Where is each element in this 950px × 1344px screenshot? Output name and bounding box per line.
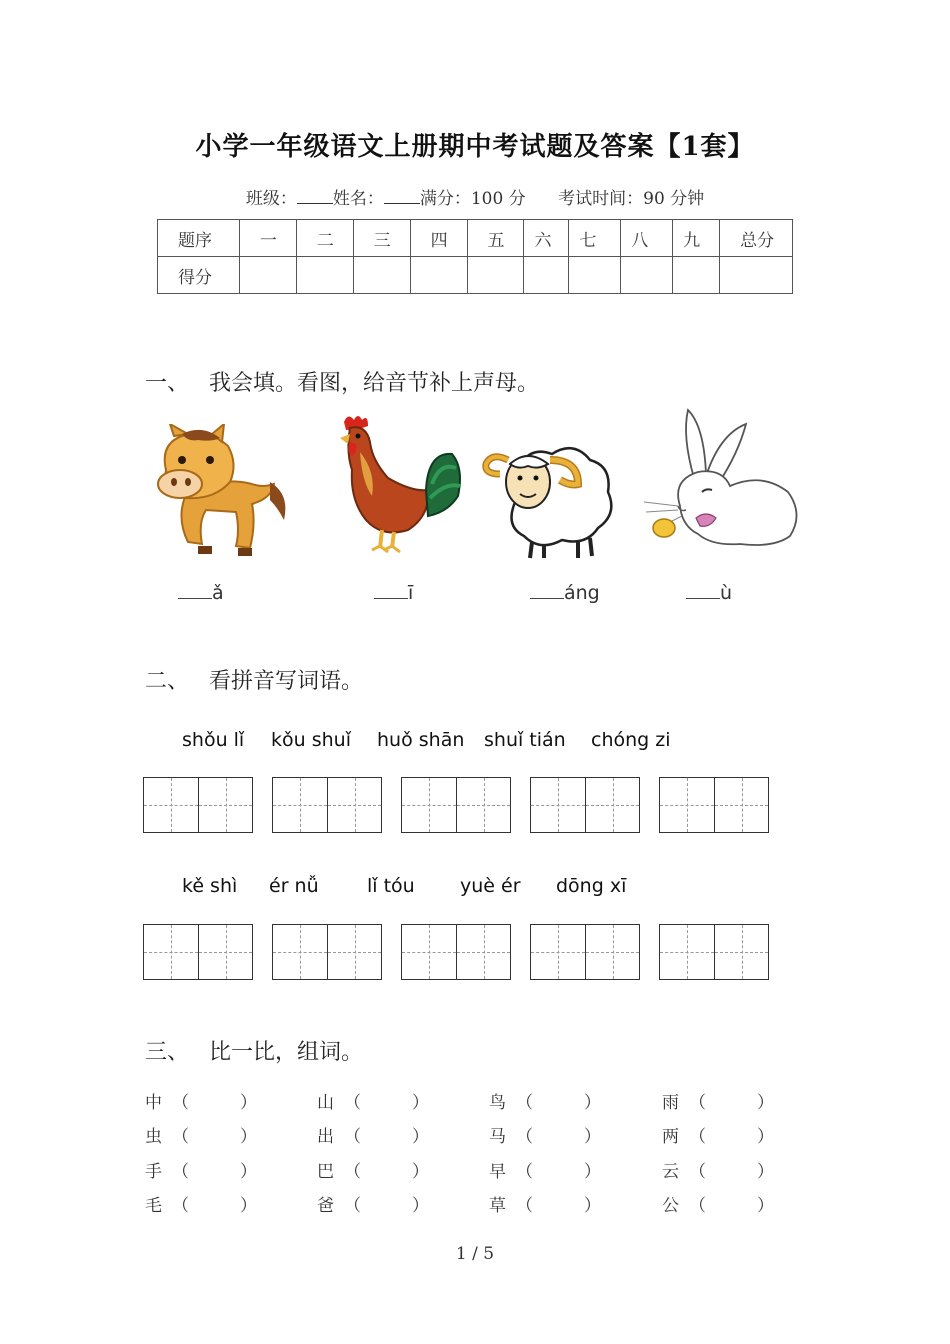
score-table-row xyxy=(158,257,793,294)
class-blank[interactable] xyxy=(297,189,333,204)
grid-cell[interactable] xyxy=(144,925,198,979)
header-cell: 九 xyxy=(673,220,720,257)
final-text: ī xyxy=(408,582,414,604)
word-item xyxy=(489,1157,601,1182)
word-item xyxy=(145,1122,257,1147)
answer-paren[interactable]: （ ） xyxy=(172,1196,257,1216)
section-number: 一、 xyxy=(145,371,190,396)
grid-cell[interactable] xyxy=(327,778,381,832)
word-item xyxy=(489,1122,601,1147)
blank-item-4 xyxy=(686,582,732,604)
section-title: 看拼音写词语。 xyxy=(209,669,364,694)
header-cell: 三 xyxy=(353,220,410,257)
header-cell: 题序 xyxy=(158,220,240,257)
grid-cell[interactable] xyxy=(660,778,714,832)
answer-paren[interactable]: （ ） xyxy=(516,1093,601,1113)
character: 出 xyxy=(317,1127,334,1147)
final-text: ù xyxy=(720,582,733,604)
answer-paren[interactable]: （ ） xyxy=(344,1127,429,1147)
answer-paren[interactable]: （ ） xyxy=(689,1093,774,1113)
initial-blank[interactable] xyxy=(374,584,408,599)
grid-cell[interactable] xyxy=(531,925,585,979)
character: 马 xyxy=(489,1127,506,1147)
word-item xyxy=(317,1157,429,1182)
header-cell: 二 xyxy=(296,220,353,257)
pinyin-label: ér nǚ xyxy=(269,875,319,897)
score-cell[interactable] xyxy=(353,257,410,294)
character: 云 xyxy=(662,1162,679,1182)
blank-item-2 xyxy=(374,582,413,604)
character: 草 xyxy=(489,1196,506,1216)
section-title: 我会填。看图，给音节补上声母。 xyxy=(209,371,540,396)
section-number: 二、 xyxy=(145,669,190,694)
word-item xyxy=(317,1088,429,1113)
word-item xyxy=(317,1191,429,1216)
grid-cell[interactable] xyxy=(402,778,456,832)
score-cell[interactable] xyxy=(524,257,569,294)
writing-grid[interactable] xyxy=(659,924,769,980)
pinyin-label: lǐ tóu xyxy=(367,875,415,897)
character: 爸 xyxy=(317,1196,334,1216)
grid-cell[interactable] xyxy=(402,925,456,979)
score-cell[interactable] xyxy=(569,257,621,294)
word-item xyxy=(145,1088,257,1113)
writing-grid[interactable] xyxy=(143,777,253,833)
grid-cell[interactable] xyxy=(273,778,327,832)
exam-info xyxy=(0,184,950,209)
horse-illustration xyxy=(152,424,292,559)
word-item xyxy=(145,1191,257,1216)
grid-cell[interactable] xyxy=(660,925,714,979)
page-number: 1 / 5 xyxy=(455,1244,495,1264)
score-table xyxy=(157,219,793,294)
answer-paren[interactable]: （ ） xyxy=(516,1162,601,1182)
score-cell[interactable] xyxy=(296,257,353,294)
section-2-heading xyxy=(145,664,363,695)
answer-paren[interactable]: （ ） xyxy=(516,1196,601,1216)
word-item xyxy=(489,1088,601,1113)
blank-item-1 xyxy=(178,582,224,604)
pinyin-label: kě shì xyxy=(182,875,238,897)
answer-paren[interactable]: （ ） xyxy=(344,1162,429,1182)
grid-cell[interactable] xyxy=(714,778,768,832)
character: 两 xyxy=(662,1127,679,1147)
answer-paren[interactable]: （ ） xyxy=(172,1127,257,1147)
answer-paren[interactable]: （ ） xyxy=(172,1162,257,1182)
answer-paren[interactable]: （ ） xyxy=(516,1127,601,1147)
grid-cell[interactable] xyxy=(714,925,768,979)
pinyin-label: kǒu shuǐ xyxy=(271,729,351,751)
section-3-heading xyxy=(145,1035,363,1066)
word-item xyxy=(489,1191,601,1216)
header-cell: 一 xyxy=(239,220,296,257)
word-item xyxy=(662,1157,774,1182)
writing-grid[interactable] xyxy=(659,777,769,833)
character: 手 xyxy=(145,1162,162,1182)
answer-paren[interactable]: （ ） xyxy=(344,1093,429,1113)
grid-cell[interactable] xyxy=(456,778,510,832)
word-item xyxy=(662,1088,774,1113)
header-cell: 四 xyxy=(410,220,467,257)
word-item xyxy=(317,1122,429,1147)
name-label: 姓名： xyxy=(332,189,384,209)
character: 雨 xyxy=(662,1093,679,1113)
section-number: 三、 xyxy=(145,1040,190,1065)
grid-cell[interactable] xyxy=(456,925,510,979)
grid-cell[interactable] xyxy=(273,925,327,979)
word-item xyxy=(145,1157,257,1182)
character: 巴 xyxy=(317,1162,334,1182)
section-1-heading xyxy=(145,366,539,397)
character: 毛 xyxy=(145,1196,162,1216)
character: 山 xyxy=(317,1093,334,1113)
header-cell: 五 xyxy=(467,220,524,257)
grid-cell[interactable] xyxy=(585,925,639,979)
score-table-header xyxy=(158,220,793,257)
character: 早 xyxy=(489,1162,506,1182)
word-item xyxy=(662,1122,774,1147)
answer-paren[interactable]: （ ） xyxy=(172,1093,257,1113)
blank-item-3 xyxy=(530,582,600,604)
writing-grid[interactable] xyxy=(401,777,511,833)
grid-cell[interactable] xyxy=(198,778,252,832)
pinyin-label: chóng zi xyxy=(591,729,671,751)
writing-grid[interactable] xyxy=(272,924,382,980)
rabbit-illustration xyxy=(642,406,804,554)
final-text: áng xyxy=(564,582,600,604)
score-cell[interactable] xyxy=(621,257,673,294)
answer-paren[interactable]: （ ） xyxy=(689,1162,774,1182)
row-label: 得分 xyxy=(158,257,240,294)
class-label: 班级： xyxy=(245,189,297,209)
grid-cell[interactable] xyxy=(144,778,198,832)
writing-grid[interactable] xyxy=(530,924,640,980)
score-cell[interactable] xyxy=(673,257,720,294)
final-text: ǎ xyxy=(212,582,224,604)
grid-cell[interactable] xyxy=(327,925,381,979)
header-cell: 六 xyxy=(524,220,569,257)
answer-paren[interactable]: （ ） xyxy=(689,1196,774,1216)
section-title: 比一比，组词。 xyxy=(209,1040,364,1065)
writing-grid[interactable] xyxy=(530,777,640,833)
grid-cell[interactable] xyxy=(585,778,639,832)
sheep-illustration xyxy=(482,430,622,562)
header-cell: 七 xyxy=(569,220,621,257)
grid-cell[interactable] xyxy=(198,925,252,979)
pinyin-label: huǒ shān xyxy=(377,729,465,751)
score-cell[interactable] xyxy=(720,257,793,294)
word-item xyxy=(662,1191,774,1216)
answer-paren[interactable]: （ ） xyxy=(344,1196,429,1216)
page-title: 小学一年级语文上册期中考试题及答案【1套】 xyxy=(195,132,755,162)
name-blank[interactable] xyxy=(384,189,420,204)
pinyin-label: shǒu lǐ xyxy=(182,729,245,751)
header-cell: 总分 xyxy=(720,220,793,257)
writing-grid[interactable] xyxy=(401,924,511,980)
initial-blank[interactable] xyxy=(530,584,564,599)
full-score: 满分：100 分 xyxy=(419,189,526,209)
score-cell[interactable] xyxy=(467,257,524,294)
character: 中 xyxy=(145,1093,162,1113)
header-cell: 八 xyxy=(621,220,673,257)
rooster-illustration xyxy=(332,412,462,560)
writing-grid[interactable] xyxy=(143,924,253,980)
character: 虫 xyxy=(145,1127,162,1147)
score-cell[interactable] xyxy=(239,257,296,294)
character: 鸟 xyxy=(489,1093,506,1113)
initial-blank[interactable] xyxy=(178,584,212,599)
pinyin-label: dōng xī xyxy=(556,875,627,897)
pinyin-label: shuǐ tián xyxy=(484,729,566,751)
initial-blank[interactable] xyxy=(686,584,720,599)
score-cell[interactable] xyxy=(410,257,467,294)
grid-cell[interactable] xyxy=(531,778,585,832)
exam-time: 考试时间：90 分钟 xyxy=(558,189,705,209)
answer-paren[interactable]: （ ） xyxy=(689,1127,774,1147)
pinyin-label: yuè ér xyxy=(460,875,521,897)
character: 公 xyxy=(662,1196,679,1216)
writing-grid[interactable] xyxy=(272,777,382,833)
